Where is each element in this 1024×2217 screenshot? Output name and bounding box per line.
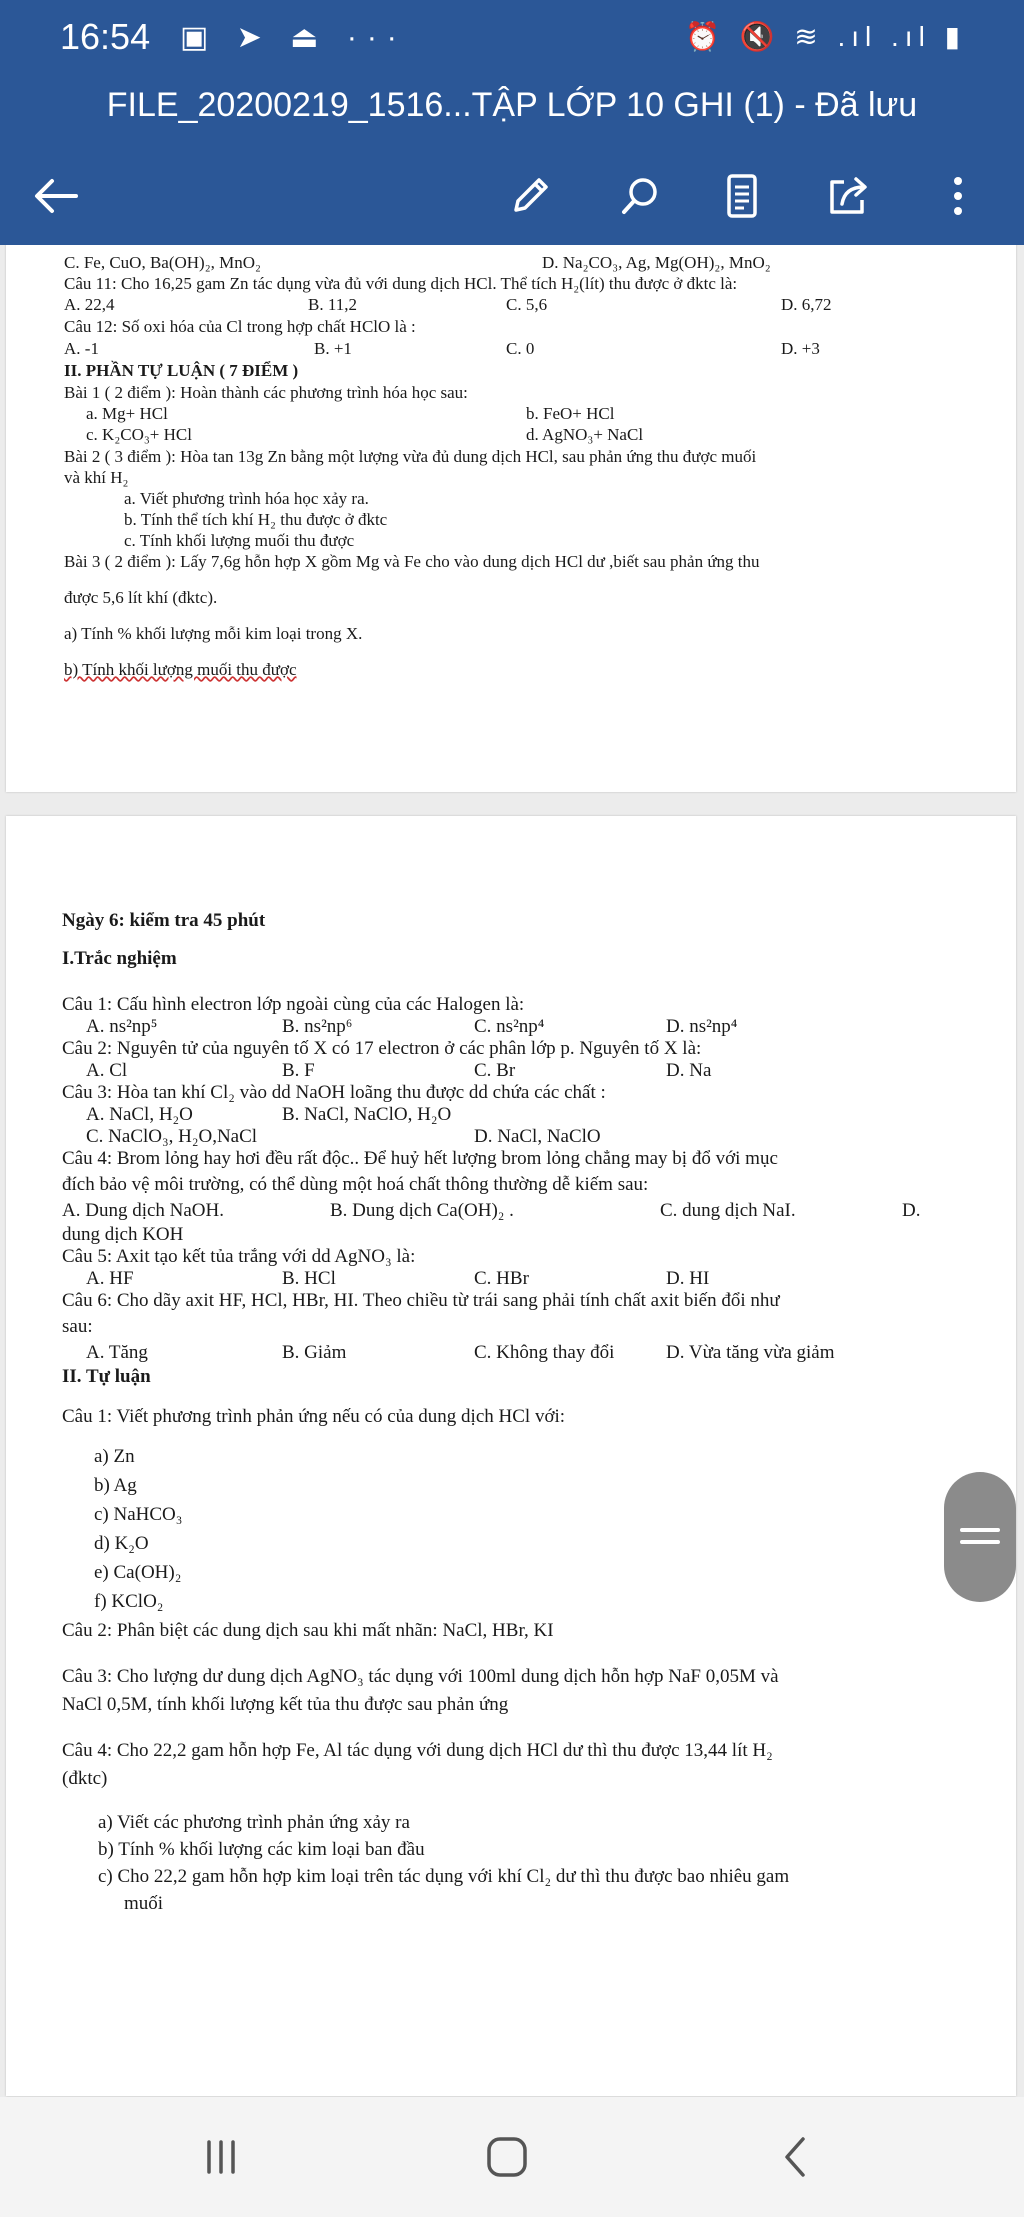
exercise-2: Bài 2 ( 3 điểm ): Hòa tan 13g Zn bằng một lượng vừa đủ dung dịch HCl, sau phản ứng thu được muối: [64, 447, 757, 466]
equation-d: d. AgNO₃+ NaCl: [526, 425, 644, 444]
list-item-cont: muối: [124, 1893, 164, 1914]
option-d: D.: [902, 1200, 921, 1221]
option-b: B. Giảm: [282, 1342, 347, 1363]
exercise-1: Bài 1 ( 2 điểm ): Hoàn thành các phương trình hóa học sau:: [64, 383, 468, 402]
list-item: e) Ca(OH)₂: [94, 1562, 182, 1583]
option-b: B. NaCl, NaClO, H₂O: [282, 1104, 452, 1125]
essay-question-4-cont: (đktc): [62, 1768, 108, 1789]
question-1: Câu 1: Cấu hình electron lớp ngoài cùng của các Halogen là:: [62, 994, 525, 1015]
exercise-3-cont: được 5,6 lít khí (đktc).: [64, 588, 218, 607]
option-c: C. NaClO₃, H₂O,NaCl: [86, 1126, 258, 1147]
search-icon: [618, 174, 662, 218]
status-time: 16:54: [60, 16, 151, 57]
exercise-2-cont: và khí H₂: [64, 468, 129, 487]
list-item: b) Tính % khối lượng các kim loại ban đầu: [98, 1839, 425, 1860]
option-c: C. Fe, CuO, Ba(OH)₂, MnO₂: [64, 253, 261, 272]
system-icons: ⏰ 🔇 ≋ .ıl .ıl ▮: [684, 21, 966, 52]
question-12: Câu 12: Số oxi hóa của Cl trong hợp chất HClO là :: [64, 317, 416, 336]
navigation-bar: [0, 2097, 1024, 2217]
option-a: A. Cl: [86, 1060, 128, 1081]
test-heading: Ngày 6: kiểm tra 45 phút: [62, 910, 266, 931]
option-a: A. HF: [86, 1268, 134, 1289]
option-d-cont: dung dịch KOH: [62, 1224, 184, 1245]
list-item: a) Zn: [94, 1446, 135, 1467]
option-b: B. HCl: [282, 1268, 336, 1289]
list-item: c) Cho 22,2 gam hỗn hợp kim loại trên tác dụng với khí Cl₂ dư thì thu được bao nhiêu gam: [98, 1866, 790, 1887]
option-b: B. ns²np⁶: [282, 1016, 353, 1037]
app-bar: [0, 0, 1024, 245]
more-vertical-icon: [950, 174, 966, 218]
chevron-left-icon: [780, 2135, 810, 2179]
list-item: c) NaHCO₃: [94, 1504, 183, 1525]
option-a: A. NaCl, H₂O: [86, 1104, 193, 1125]
sub-question-b: b) Tính khối lượng muối thu được: [64, 660, 297, 679]
option-a: A. Tăng: [86, 1342, 148, 1363]
question-11: Câu 11: Cho 16,25 gam Zn tác dụng vừa đủ với dung dịch HCl. Thể tích H₂(lít) thu được ở đktc là:: [64, 274, 738, 293]
exercise-3: Bài 3 ( 2 điểm ): Lấy 7,6g hỗn hợp X gồm Mg và Fe cho vào dung dịch HCl dư ,biết sau phản ứng thu: [64, 552, 760, 571]
option-d: D. Na: [666, 1060, 712, 1081]
list-item: d) K₂O: [94, 1533, 149, 1554]
essay-question-4: Câu 4: Cho 22,2 gam hỗn hợp Fe, Al tác dụng với dung dịch HCl dư thì thu được 13,44 lít H₂: [62, 1740, 773, 1761]
equation-a: a. Mg+ HCl: [86, 404, 168, 423]
option-d: D. ns²np⁴: [666, 1016, 738, 1037]
share-button[interactable]: [820, 168, 876, 224]
option-d: D. Na₂CO₃, Ag, Mg(OH)₂, MnO₂: [542, 253, 771, 272]
list-item: b) Ag: [94, 1475, 137, 1496]
option-d: D. NaCl, NaClO: [474, 1126, 601, 1147]
option-c: C. ns²np⁴: [474, 1016, 545, 1037]
question-5: Câu 5: Axit tạo kết tủa trắng với dd AgNO₃ là:: [62, 1246, 416, 1267]
recent-apps-icon: [201, 2139, 241, 2175]
option-b: B. F: [282, 1060, 315, 1081]
option-a: A. Dung dịch NaOH.: [62, 1200, 225, 1221]
home-icon: [485, 2135, 529, 2179]
option-b: B. Dung dịch Ca(OH)₂ .: [330, 1200, 514, 1221]
option-c: C. Br: [474, 1060, 516, 1081]
back-button[interactable]: [28, 168, 84, 224]
question-2: Câu 2: Nguyên tử của nguyên tố X có 17 electron ở các phân lớp p. Nguyên tố X là:: [62, 1038, 702, 1059]
option-c: C. 5,6: [506, 295, 548, 314]
recent-apps-button[interactable]: [186, 2125, 256, 2189]
equation-b: b. FeO+ HCl: [526, 404, 615, 423]
option-c: C. dung dịch NaI.: [660, 1200, 796, 1221]
option-c: C. 0: [506, 339, 535, 358]
option-c: C. Không thay đổi: [474, 1342, 615, 1363]
option-d: D. 6,72: [781, 295, 832, 314]
list-item: f) KClO₂: [94, 1591, 164, 1612]
sub-question-c: c. Tính khối lượng muối thu được: [124, 531, 355, 550]
option-a: A. -1: [64, 339, 99, 358]
question-6-cont: sau:: [62, 1316, 93, 1337]
scroll-handle[interactable]: [944, 1472, 1016, 1602]
option-d: D. HI: [666, 1268, 710, 1289]
question-6: Câu 6: Cho dãy axit HF, HCl, HBr, HI. Theo chiều từ trái sang phải tính chất axit biến đổi như: [62, 1290, 780, 1311]
reading-view-button[interactable]: [714, 168, 770, 224]
more-options-button[interactable]: [930, 168, 986, 224]
question-4-cont: đích bảo vệ môi trường, có thể dùng một hoá chất thông thường dễ kiếm sau:: [62, 1174, 649, 1195]
option-c: C. HBr: [474, 1268, 529, 1289]
option-b: B. 11,2: [308, 295, 357, 314]
share-icon: [824, 174, 872, 218]
sub-question-a: a. Viết phương trình hóa học xảy ra.: [124, 489, 369, 508]
equation-c: c. K₂CO₃+ HCl: [86, 425, 192, 444]
essay-question-3: Câu 3: Cho lượng dư dung dịch AgNO₃ tác dụng với 100ml dung dịch hỗn hợp NaF 0,05M và: [62, 1666, 779, 1687]
list-item: a) Viết các phương trình phản ứng xảy ra: [98, 1812, 410, 1833]
section-heading: II. Tự luận: [62, 1366, 151, 1387]
question-4: Câu 4: Brom lỏng hay hơi đều rất độc.. Để huỷ hết lượng brom lỏng chẳng may bị đổ với mục: [62, 1148, 778, 1169]
document-page-2: [6, 816, 1016, 2096]
option-a: A. ns²np⁵: [86, 1016, 158, 1037]
notification-icons: ▣ ➤ ⏏ ···: [180, 21, 407, 54]
edit-button[interactable]: [502, 168, 558, 224]
option-a: A. 22,4: [64, 295, 115, 314]
toolbar: [0, 160, 1024, 230]
option-d: D. Vừa tăng vừa giảm: [666, 1342, 835, 1363]
back-arrow-icon: [32, 176, 80, 216]
search-button[interactable]: [612, 168, 668, 224]
document-title: FILE_20200219_1516...TẬP LỚP 10 GHI (1) - Đã lưu: [106, 86, 918, 124]
option-d: D. +3: [781, 339, 820, 358]
drag-handle-icon: [944, 1472, 1016, 1602]
option-b: B. +1: [314, 339, 352, 358]
system-back-button[interactable]: [760, 2125, 830, 2189]
section-heading: II. PHẦN TỰ LUẬN ( 7 ĐIỂM ): [64, 361, 299, 380]
section-heading: I.Trắc nghiệm: [62, 948, 177, 969]
home-button[interactable]: [472, 2125, 542, 2189]
document-page-1: [6, 230, 1016, 792]
essay-question-3-cont: NaCl 0,5M, tính khối lượng kết tủa thu được sau phản ứng: [62, 1694, 509, 1715]
sub-question-b: b. Tính thể tích khí H₂ thu được ở đktc: [124, 510, 388, 529]
sub-question-a: a) Tính % khối lượng mỗi kim loại trong X.: [64, 624, 363, 643]
question-3: Câu 3: Hòa tan khí Cl₂ vào dd NaOH loãng thu được dd chứa các chất :: [62, 1082, 606, 1103]
status-bar: [0, 0, 1024, 80]
pencil-icon: [508, 174, 552, 218]
essay-question-2: Câu 2: Phân biệt các dung dịch sau khi mất nhãn: NaCl, HBr, KI: [62, 1620, 554, 1641]
reading-view-icon: [724, 173, 760, 219]
essay-question-1: Câu 1: Viết phương trình phản ứng nếu có của dung dịch HCl với:: [62, 1406, 566, 1427]
